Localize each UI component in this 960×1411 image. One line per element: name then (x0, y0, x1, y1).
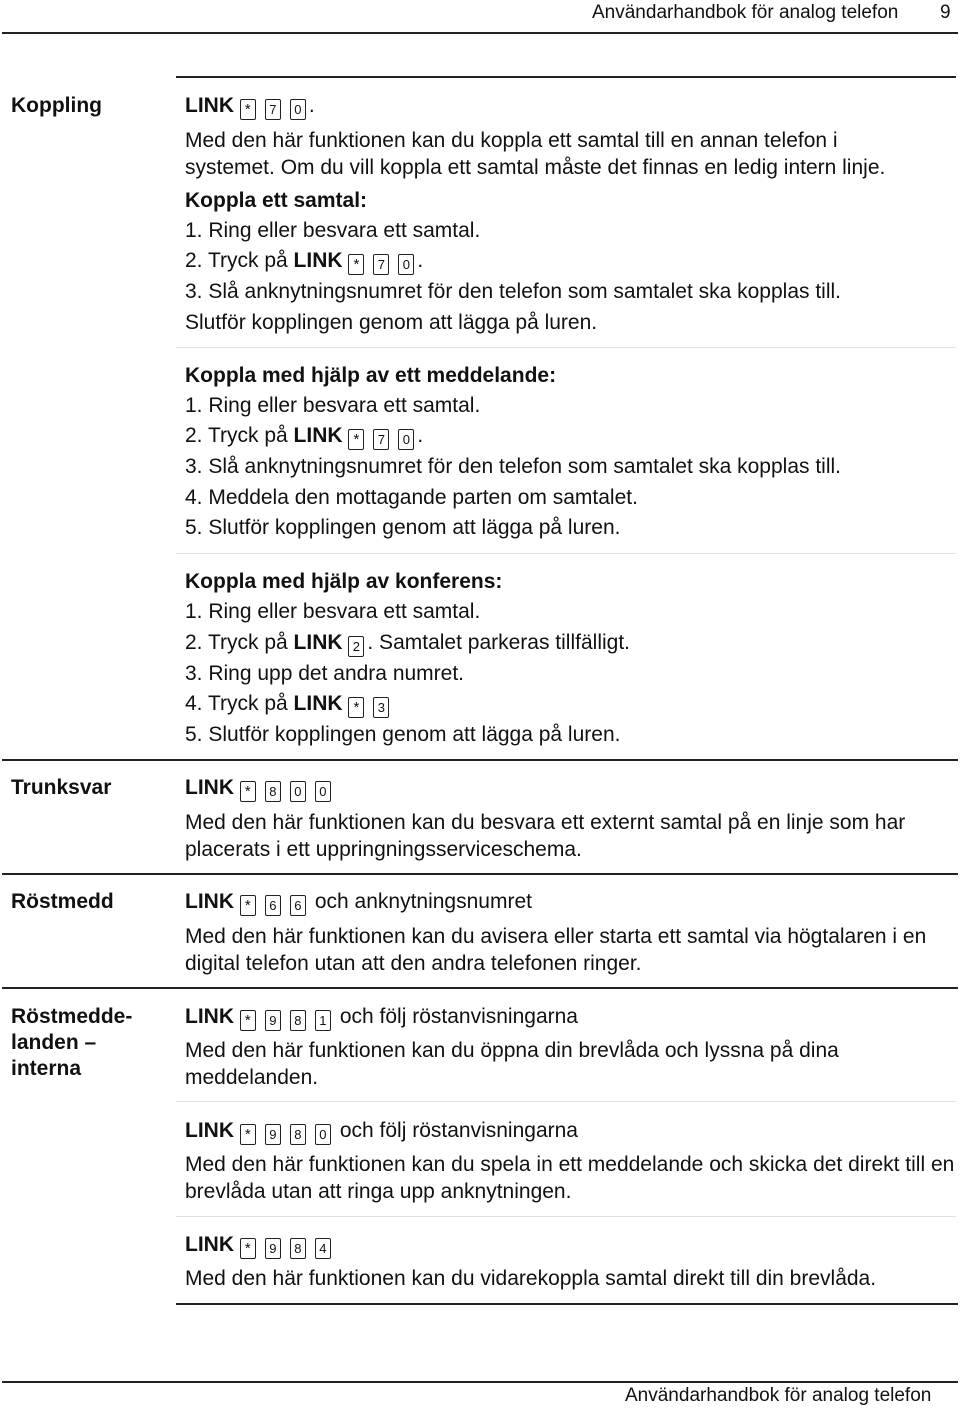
rostmeddelanden-command-1 (185, 1004, 578, 1031)
star-key-icon: * (240, 99, 256, 120)
rostmeddelanden-desc-3: Med den här funktionen kan du vidarekoppla samtal direkt till din brevlåda. (185, 1267, 877, 1290)
sub2-step5: 5. Slutför kopplingen genom att lägga på luren. (185, 516, 621, 539)
command-suffix: och följ röstanvisningarna (339, 1005, 578, 1028)
key-8-icon: 8 (290, 1010, 306, 1031)
key-0-icon: 0 (315, 781, 331, 802)
command-suffix: och följ röstanvisningarna (339, 1119, 578, 1142)
sub1-heading: Koppla ett samtal: (185, 189, 368, 212)
key-4-icon: 4 (315, 1238, 331, 1259)
sub2-step1: 1. Ring eller besvara ett samtal. (185, 394, 481, 417)
sub2-heading: Koppla med hjälp av ett meddelande: (185, 364, 557, 387)
link-label: LINK (185, 776, 234, 799)
link-label: LINK (185, 1233, 234, 1256)
key-7-icon: 7 (373, 254, 389, 275)
trunksvar-command (185, 775, 340, 802)
step-text: 2. Tryck på (185, 249, 294, 272)
step-text: 4. Tryck på (185, 692, 294, 715)
divider (176, 553, 956, 554)
label-line: interna (11, 1057, 82, 1080)
key-1-icon: 1 (315, 1010, 331, 1031)
sub3-step5: 5. Slutför kopplingen genom att lägga på luren. (185, 723, 621, 746)
sub3-step4 (185, 691, 398, 718)
sub3-step1: 1. Ring eller besvara ett samtal. (185, 600, 481, 623)
link-label: LINK (185, 1119, 234, 1142)
key-8-icon: 8 (265, 781, 281, 802)
key-0-icon: 0 (398, 254, 414, 275)
section-label-rostmeddelanden (11, 1004, 132, 1082)
link-label: LINK (293, 424, 343, 447)
key-8-icon: 8 (290, 1238, 306, 1259)
link-label: LINK (293, 631, 343, 654)
rostmedd-command (185, 889, 532, 916)
key-0-icon: 0 (315, 1124, 331, 1145)
star-key-icon: * (240, 1010, 256, 1031)
section-rule-trunksvar (2, 759, 958, 761)
divider (176, 347, 956, 348)
rostmeddelanden-desc-2: Med den här funktionen kan du spela in ett meddelande och skicka det direkt till en brevlåda utan att ringa upp anknytningen. (185, 1153, 955, 1203)
sub1-step4: Slutför kopplingen genom att lägga på luren. (185, 311, 598, 334)
sub3-heading: Koppla med hjälp av konferens: (185, 570, 503, 593)
sub2-step4: 4. Meddela den mottagande parten om samtalet. (185, 486, 638, 509)
footer-rule (2, 1381, 958, 1383)
koppling-intro: Med den här funktionen kan du koppla ett samtal till en annan telefon i systemet. Om du vill koppla ett samtal måste det finnas en ledig intern linje. (185, 129, 886, 179)
sub2-step2: 2. Tryck på LINK * 7 0 . (185, 424, 424, 448)
step-text: . Samtalet parkeras tillfälligt. (367, 631, 630, 654)
link-label: LINK (185, 94, 234, 117)
star-key-icon: * (240, 1238, 256, 1259)
key-0-icon: 0 (398, 429, 414, 450)
page-number: 9 (940, 2, 951, 23)
command-suffix: och anknytningsnumret (314, 890, 532, 913)
key-9-icon: 9 (265, 1010, 281, 1031)
key-0-icon: 0 (290, 99, 306, 120)
key-9-icon: 9 (265, 1238, 281, 1259)
key-6-icon: 6 (265, 895, 281, 916)
step-text: 2. Tryck på (185, 631, 294, 654)
trunksvar-desc: Med den här funktionen kan du besvara ett externt samtal på en linje som har placerats i ett uppringningsserviceschema. (185, 811, 906, 861)
step-text: 2. Tryck på (185, 424, 294, 447)
footer-title: Användarhandbok för analog telefon (625, 1385, 932, 1406)
label-line: landen – (11, 1031, 97, 1054)
section-rule-rostmeddelanden (2, 987, 958, 989)
sub1-step2: 2. Tryck på LINK * 7 0 . (185, 249, 424, 273)
key-7-icon: 7 (373, 429, 389, 450)
sub2-step3: 3. Slå anknytningsnumret för den telefon som samtalet ska kopplas till. (185, 455, 842, 478)
sub1-step3: 3. Slå anknytningsnumret för den telefon som samtalet ska kopplas till. (185, 280, 842, 303)
key-0-icon: 0 (290, 781, 306, 802)
link-label: LINK (185, 1005, 234, 1028)
star-key-icon: * (240, 781, 256, 802)
divider (176, 1216, 956, 1217)
rostmedd-desc: Med den här funktionen kan du avisera eller starta ett samtal via högtalaren i en digital telefon utan att den andra telefonen ringer. (185, 925, 927, 975)
divider (176, 1101, 956, 1102)
section-label-koppling: Koppling (11, 94, 102, 117)
link-label: LINK (185, 890, 234, 913)
section-end-rule (176, 1303, 958, 1305)
rostmeddelanden-desc-1: Med den här funktionen kan du öppna din brevlåda och lyssna på dina meddelanden. (185, 1039, 839, 1089)
link-label: LINK (293, 692, 343, 715)
link-label: LINK (293, 249, 343, 272)
koppling-command: LINK * 7 0 . (185, 94, 315, 118)
star-key-icon: * (348, 429, 364, 450)
key-9-icon: 9 (265, 1124, 281, 1145)
header-rule (2, 32, 958, 34)
rostmeddelanden-command-3 (185, 1232, 340, 1259)
label-line: Röstmedde- (11, 1005, 133, 1028)
key-6-icon: 6 (290, 895, 306, 916)
star-key-icon: * (348, 697, 364, 718)
star-key-icon: * (240, 1124, 256, 1145)
key-8-icon: 8 (290, 1124, 306, 1145)
section-rule-rostmedd (2, 873, 958, 875)
star-key-icon: * (240, 895, 256, 916)
key-7-icon: 7 (265, 99, 281, 120)
section-rule-koppling (176, 76, 956, 78)
section-label-rostmedd: Röstmedd (11, 890, 114, 913)
rostmeddelanden-command-2 (185, 1118, 578, 1145)
key-3-icon: 3 (373, 697, 389, 718)
key-2-icon: 2 (348, 636, 364, 657)
section-label-trunksvar: Trunksvar (11, 776, 112, 799)
sub3-step3: 3. Ring upp det andra numret. (185, 662, 465, 685)
sub1-step1: 1. Ring eller besvara ett samtal. (185, 219, 481, 242)
star-key-icon: * (348, 254, 364, 275)
sub3-step2 (185, 630, 630, 657)
header-title: Användarhandbok för analog telefon (592, 2, 899, 23)
